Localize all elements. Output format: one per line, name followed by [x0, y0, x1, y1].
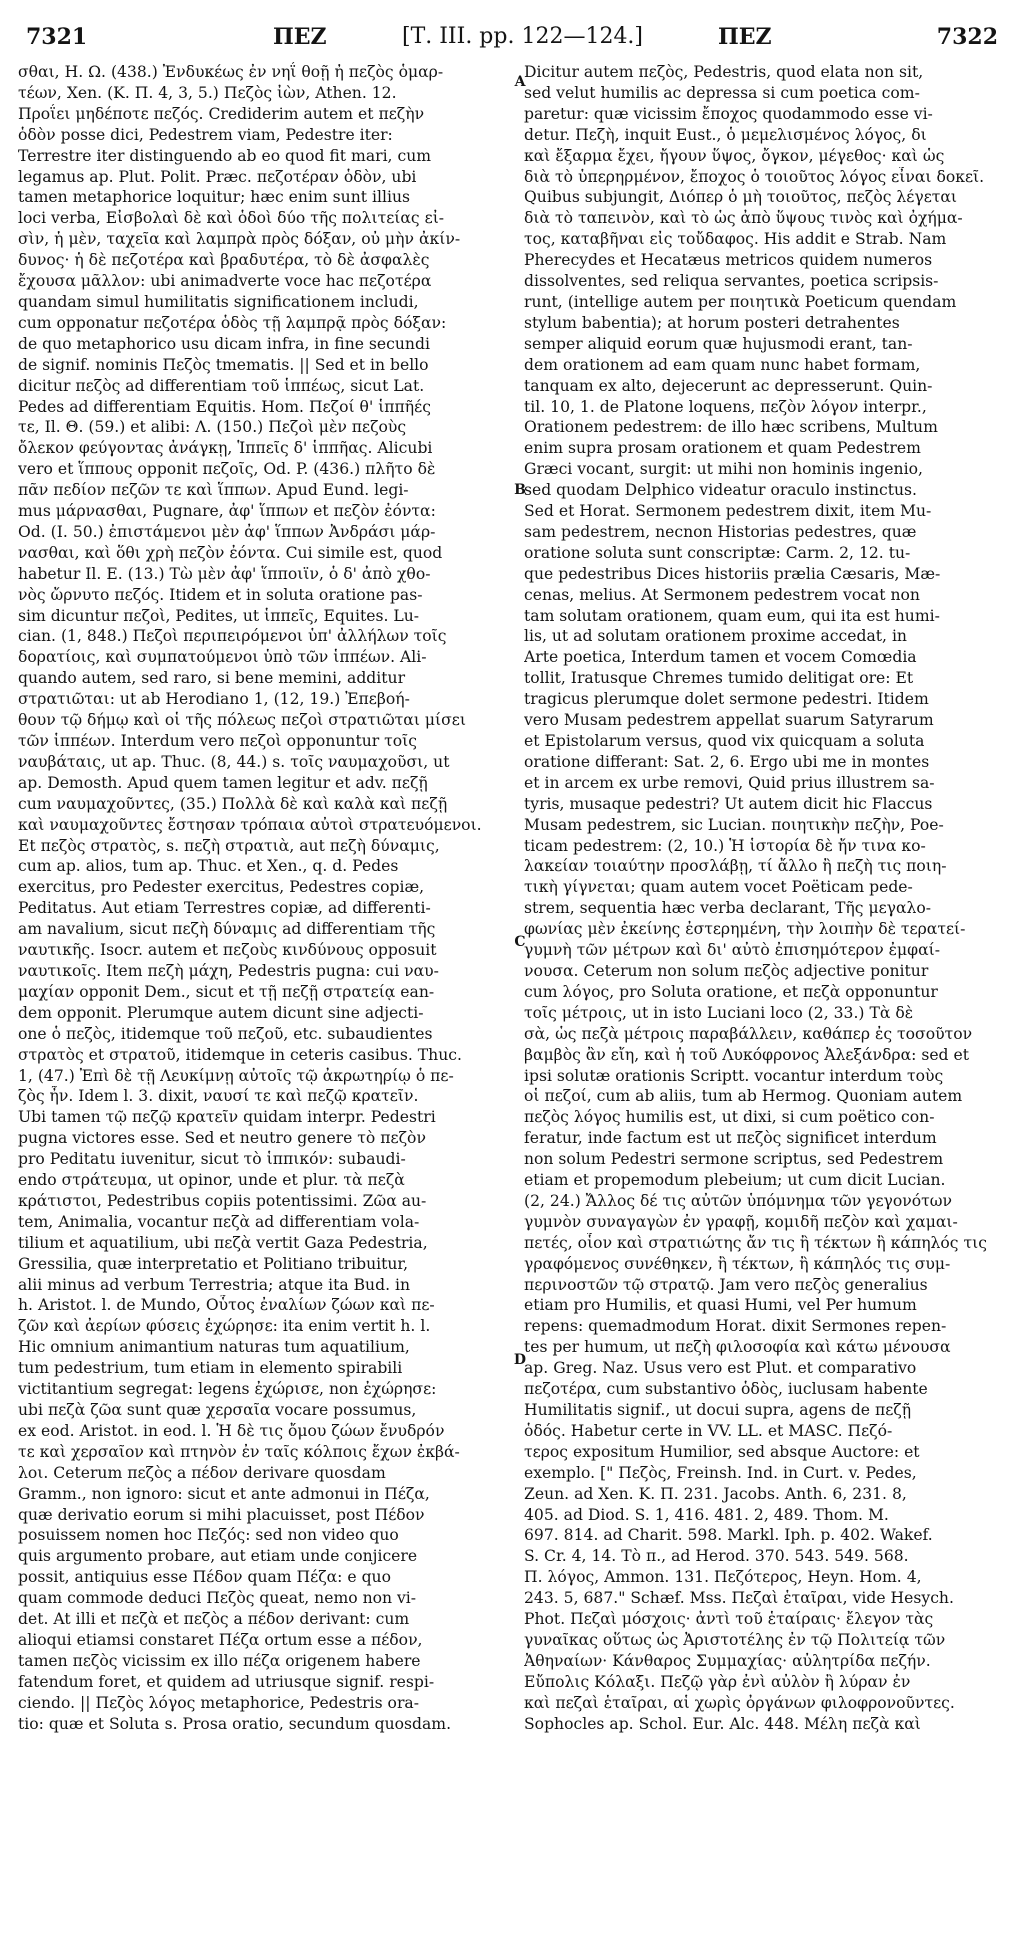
- text-line: et in arcem ex urbe removi, Quid prius illustrem sa-: [524, 773, 935, 792]
- text-line: καὶ ναυμαχοῦντες ἔστησαν τρόπαια αὐτοὶ στρατευόμενοι.: [18, 815, 482, 834]
- text-line: Pherecydes et Hecatæus metricos quidem numeros: [524, 251, 933, 270]
- text-line: loci verba, Εἰσβολαὶ δὲ καὶ ὁδοὶ δύο τῆς πολιτείας εἰ-: [18, 209, 445, 228]
- text-line: ciendo. || Πεζὸς λόγος metaphorice, Pedestris ora-: [18, 1693, 419, 1712]
- text-line: μαχίαν opponit Dem., sicut et τῇ πεζῇ στρατείᾳ ean-: [18, 982, 435, 1001]
- section-marker-a: A: [514, 74, 526, 90]
- text-line: cum opponatur πεζοτέρα ὁδὸς τῇ λαμπρᾷ πρὸς δόξαν:: [18, 313, 447, 332]
- text-line: cenas, melius. At Sermonem pedestrem vocat non: [524, 585, 920, 604]
- text-line: Sed et Horat. Sermonem pedestrem dixit, item Mu-: [524, 502, 932, 521]
- text-line: κράτιστοι, Pedestribus copiis potentissimi. Ζῶα au-: [18, 1191, 427, 1210]
- text-line: repens: quemadmodum Horat. dixit Sermones repen-: [524, 1317, 947, 1336]
- text-line: ὁδός. Habetur certe in VV. LL. et MASC. Πεζό-: [524, 1421, 893, 1440]
- text-line: Zeun. ad Xen. K. Π. 231. Jacobs. Anth. 6, 231. 8,: [524, 1484, 907, 1503]
- text-line: καὶ ἔξαρμα ἔχει, ἤγουν ὕψος, ὄγκον, μέγεθος· καὶ ὡς: [524, 146, 945, 165]
- text-line: mus μάρνασθαι, Pugnare, ἀφ' ἵππων et πεζὸν ἐόντα:: [18, 502, 436, 521]
- text-line: Peditatus. Aut etiam Terrestres copiæ, ad differenti-: [18, 899, 431, 918]
- text-line: γυμνὸν συναγαγὼν ἐν γραφῇ, κομιδῆ πεζὸν καὶ χαμαι-: [524, 1212, 958, 1231]
- text-line: τῶν ἱππέων. Interdum vero πεζοὶ opponuntur τοῖς: [18, 732, 418, 750]
- text-line: Ubi tamen τῷ πεζῷ κρατεῖν quidam interpr. Pedestri: [18, 1108, 436, 1127]
- text-line: sed velut humilis ac depressa si cum poetica com-: [524, 83, 920, 102]
- text-line: λακείαν τοιαύτην προσλάβῃ, τί ἄλλο ἢ πεζὴ τις ποιη-: [524, 857, 947, 876]
- text-line: ζὸς ἦν. Idem l. 3. dixit, ναυσί τε καὶ πεζῷ κρατεῖν.: [18, 1087, 419, 1106]
- text-line: Sophocles ap. Schol. Eur. Alc. 448. Μέλη πεζὰ καὶ: [524, 1714, 921, 1733]
- text-line: ticam pedestrem: (2, 10.) Ἡ ἱστορία δὲ ἤν τινα κο-: [524, 836, 926, 855]
- text-line: pugna victores esse. Sed et neutro genere τὸ πεζὸν: [18, 1129, 426, 1148]
- section-marker-c: C: [514, 934, 526, 950]
- text-line: posuissem nomen hoc Πεζός: sed non video quo: [18, 1526, 399, 1545]
- text-line: πετές, οἷον καὶ στρατιώτης ἄν τις ἢ τέκτων ἢ κάπηλός τις: [524, 1233, 987, 1252]
- running-head-right: ΠΕΖ: [718, 24, 772, 50]
- text-line: νὸς ὤρνυτο πεζός. Itidem et in soluta oratione pas-: [18, 585, 423, 604]
- text-line: que pedestribus Dices historiis prælia Cæsaris, Mæ-: [524, 564, 941, 583]
- text-line: ap. Greg. Naz. Usus vero est Plut. et comparativo: [524, 1359, 917, 1378]
- text-line: διὰ τὸ ὑπερηρμένον, ἔποχος ὁ τοιοῦτος λόγος εἶναι δοκεῖ.: [524, 167, 985, 186]
- text-line: oratione differant: Sat. 2, 6. Ergo ubi me in montes: [524, 752, 930, 771]
- text-line: στρατὸς et στρατοῦ, itidemque in ceteris casibus. Thuc.: [18, 1045, 462, 1064]
- text-line: ubi πεζὰ ζῶα sunt quæ χερσαῖα vocare possumus,: [18, 1401, 417, 1419]
- text-line: victitantium segregat: legens ἐχώρισε, non ἐχώρησε:: [18, 1380, 437, 1399]
- text-line: tio: quæ et Soluta s. Prosa oratio, secundum quosdam.: [18, 1714, 452, 1733]
- text-line: τικὴ γίγνεται; quam autem vocet Poëticam pede-: [524, 878, 913, 897]
- text-line: detur. Πεζὴ, inquit Eust., ὁ μεμελισμένος λόγος, δι: [524, 125, 927, 144]
- page-header: [18, 18, 1006, 56]
- text-line: lis, ut ad solutam orationem proxime accedat, in: [524, 627, 907, 646]
- text-line: Π. λόγος, Ammon. 131. Πεζότερος, Heyn. Hom. 4,: [524, 1568, 922, 1587]
- text-line: tem, Animalia, vocantur πεζὰ ad differentiam vola-: [18, 1212, 420, 1231]
- text-line: (2, 24.) Ἄλλος δέ τις αὐτῶν ὑπόμνημα τῶν γεγονότων: [524, 1191, 952, 1210]
- text-line: tam solutam orationem, quam eum, qui ita est humi-: [524, 606, 940, 625]
- text-line: cum ap. alios, tum ap. Thuc. et Xen., q. d. Pedes: [18, 857, 399, 876]
- text-line: σθαι, Η. Ω. (438.) Ἐνδυκέως ἐν νηΐ θοῇ ἠ πεζὸς ὁμαρ-: [18, 63, 444, 81]
- text-line: Phot. Πεζαὶ μόσχοις· ἀντὶ τοῦ ἑταίραις· ἔλεγον τὰς: [524, 1610, 934, 1629]
- text-line: γυμνὴ τῶν μέτρων καὶ δι' αὐτὸ ἐπισημότερον ἐμφαί-: [524, 941, 940, 960]
- text-line: exercitus, pro Pedester exercitus, Pedestres copiæ,: [18, 878, 425, 897]
- text-line: δυνος· ἡ δὲ πεζοτέρα καὶ βραδυτέρα, τὸ δὲ ἀσφαλὲς: [18, 251, 430, 270]
- text-line: ὁδὸν posse dici, Pedestrem viam, Pedestre iter:: [18, 125, 393, 144]
- text-line: διὰ τὸ ταπεινὸν, καὶ τὸ ὡς ἀπὸ ὕψους τινὸς καὶ ὀχήμα-: [524, 209, 963, 228]
- running-head-left: ΠΕΖ: [273, 24, 327, 50]
- text-line: enim supra prosam orationem et quam Pedestrem: [524, 439, 921, 458]
- text-line: τε, Il. Θ. (59.) et alibi: Λ. (150.) Πεζοὶ μὲν πεζοὺς: [18, 418, 407, 437]
- text-line: strem, sequentia hæc verba declarant, Τῆς μεγαλο-: [524, 899, 932, 918]
- text-line: 1, (47.) Ἐπὶ δὲ τῇ Λευκίμνῃ αὐτοῖς τῷ ἀκρωτηρίῳ ὁ πε-: [18, 1066, 454, 1085]
- text-line: et Epistolarum versus, quod vix quicquam a soluta: [524, 732, 925, 750]
- text-line: dem opponit. Plerumque autem dicunt sine adjecti-: [18, 1003, 424, 1022]
- text-line: etiam et propemodum plebeium; ut cum dicit Lucian.: [524, 1171, 946, 1190]
- text-line: runt, (intellige autem per ποιητικὰ Poeticum quendam: [524, 292, 957, 311]
- text-line: τοῖς μέτροις, ut in isto Luciani loco (2, 33.) Τὰ δὲ: [524, 1003, 914, 1022]
- section-marker-d: D: [513, 1352, 527, 1368]
- text-line: σὰ, ὡς πεζὰ μέτροις παραβάλλειν, καθάπερ ἐς τοσοῦτον: [524, 1024, 973, 1043]
- text-line: pro Peditatu iuvenitur, sicut τὸ ἱππικόν: subaudi-: [18, 1150, 406, 1169]
- text-line: ἔχουσα μᾶλλον: ubi animadverte voce hac πεζοτέρα: [18, 272, 432, 291]
- text-line: Quibus subjungit, Διόπερ ὁ μὴ τοιοῦτος, πεζὸς λέγεται: [524, 188, 958, 207]
- page-number-left: 7321: [26, 24, 88, 50]
- text-line: νουσα. Ceterum non solum πεζὸς adjective ponitur: [524, 961, 929, 980]
- text-line: quæ derivatio eorum si mihi placuisset, post Πέδον: [18, 1505, 425, 1524]
- text-line: Orationem pedestrem: de illo hæc scribens, Multum: [524, 418, 938, 437]
- text-line: non solum Pedestri sermone scriptus, sed Pedestrem: [524, 1150, 944, 1169]
- text-line: fatendum foret, et quidem ad utriusque signif. respi-: [18, 1672, 435, 1691]
- text-line: Pedes ad differentiam Equitis. Hom. Πεζοί θ' ἱππῆές: [18, 397, 431, 416]
- text-columns: [18, 62, 1006, 1735]
- text-line: ipsi solutæ orationis Scriptt. vocantur interdum τοὺς: [524, 1066, 944, 1085]
- text-line: quando autem, sed raro, si bene memini, additur: [18, 669, 406, 688]
- text-line: legamus ap. Plut. Polit. Præc. πεζοτέραν ὁδὸν, ubi: [18, 167, 417, 186]
- text-line: de signif. nominis Πεζὸς tmematis. || Sed et in bello: [18, 355, 429, 374]
- text-line: οἱ πεζοί, cum ab aliis, tum ab Hermog. Quoniam autem: [524, 1087, 963, 1106]
- text-line: τερος expositum Humilior, sed absque Auctore: et: [524, 1442, 920, 1461]
- text-line: Ἀθηναίων· Κάνθαρος Συμμαχίας· αὐλητρίδα πεζήν.: [524, 1651, 931, 1670]
- text-line: sam pedestrem, necnon Historias pedestres, quæ: [524, 522, 917, 541]
- text-line: τε καὶ χερσαῖον καὶ πτηνὸν ἐν ταῖς κόλποις ἔχων ἐκβά-: [18, 1442, 460, 1461]
- volume-reference: [Τ. III. pp. 122—124.]: [402, 24, 644, 49]
- text-line: paretur: quæ vicissim ἔποχος quodammodo esse vi-: [524, 104, 933, 123]
- text-line: h. Aristot. l. de Mundo, Οὗτος ἐναλίων ζώων καὶ πε-: [18, 1296, 435, 1315]
- text-line: S. Cr. 4, 14. Τὸ π., ad Herod. 370. 543. 549. 568.: [524, 1547, 909, 1566]
- text-line: φωνίας μὲν ἐκείνης ἐστερημένη, τὴν λοιπὴν δὲ τερατεί-: [524, 920, 966, 939]
- text-line: one ὁ πεζὸς, itidemque τοῦ πεζοῦ, etc. subaudientes: [18, 1024, 433, 1043]
- text-line: 697. 814. ad Charit. 598. Markl. Iph. p. 402. Wakef.: [524, 1526, 933, 1545]
- text-line: cum ναυμαχοῦντες, (35.) Πολλὰ δὲ καὶ καλὰ καὶ πεζῇ: [18, 794, 448, 813]
- text-line: sed quodam Delphico videatur oraculo instinctus.: [524, 481, 918, 500]
- text-line: Προΐει μηδέποτε πεζός. Crediderim autem et πεζὴν: [18, 104, 425, 123]
- text-line: Od. (I. 50.) ἐπιστάμενοι μὲν ἀφ' ἵππων Ἀνδράσι μάρ-: [18, 522, 436, 541]
- text-line: Musam pedestrem, sic Lucian. ποιητικὴν πεζὴν, Poe-: [524, 815, 944, 834]
- text-line: βαμβὸς ἂν εἴη, καὶ ἡ τοῦ Λυκόφρονος Ἀλεξάνδρα: sed et: [524, 1045, 969, 1064]
- text-line: tes per humum, ut πεζὴ φιλοσοφία καὶ κάτω μένουσα: [524, 1338, 951, 1357]
- text-line: θουν τῷ δήμῳ καὶ οἱ τῆς πόλεως πεζοὶ στρατιῶται μίσει: [18, 711, 466, 730]
- text-line: endo στράτευμα, ut opinor, unde et plur. τὰ πεζὰ: [18, 1171, 405, 1190]
- text-line: tum pedestrium, tum etiam in elemento spirabili: [18, 1359, 403, 1378]
- text-line: quandam simul humilitatis significationem includi,: [18, 292, 419, 311]
- text-line: possit, antiquius esse Πέδον quam Πέζα: e quo: [18, 1568, 391, 1587]
- text-line: σὶν, ἡ μὲν, ταχεῖα καὶ λαμπρὰ πρὸς δόξαν, οὐ μὴν ἀκίν-: [18, 230, 461, 249]
- text-line: tollit, Iratusque Chremes tumido delitigat ore: Et: [524, 669, 914, 688]
- text-line: ναυτικοῖς. Item πεζὴ μάχη, Pedestris pugna: cui ναυ-: [18, 961, 439, 980]
- text-line: στρατιῶται: ut ab Herodiano 1, (12, 19.) Ἐπεβοή-: [18, 690, 410, 709]
- text-line: νασθαι, καὶ ὅθι χρὴ πεζὸν ἐόντα. Cui simile est, quod: [18, 543, 443, 562]
- text-line: τος, καταβῆναι εἰς τοὔδαφος. His addit e Strab. Nam: [524, 230, 947, 249]
- text-line: ναυβάταις, ut ap. Thuc. (8, 44.) s. τοῖς ναυμαχοῦσι, ut: [18, 752, 450, 771]
- text-line: oratione soluta sunt conscriptæ: Carm. 2, 12. tu-: [524, 543, 911, 562]
- text-line: ap. Demosth. Apud quem tamen legitur et adv. πεζῇ: [18, 773, 428, 792]
- text-line: stylum babentia); at horum posteri detrahentes: [524, 313, 900, 332]
- text-line: cian. (1, 848.) Πεζοὶ περιπειρόμενοι ὑπ' ἀλλήλων τοῖς: [18, 627, 447, 646]
- text-line: ὄλεκον φεύγοντας ἀνάγκῃ, Ἱππεῖς δ' ἱππῆας. Alicubi: [18, 439, 433, 458]
- text-line: Humilitatis signif., ut docui supra, agens de πεζῇ: [524, 1401, 912, 1419]
- text-line: dem orationem ad eam quam nunc habet formam,: [524, 355, 921, 374]
- text-line: 405. ad Diod. S. 1, 416. 481. 2, 489. Thom. M.: [524, 1505, 889, 1524]
- text-line: τέων, Xen. (K. Π. 4, 3, 5.) Πεζὸς ἰὼν, Athen. 12.: [18, 83, 397, 102]
- text-line: δορατίοις, καὶ συμπατούμενοι ὑπὸ τῶν ἱππέων. Ali-: [18, 648, 427, 667]
- text-line: γραφόμενος συνέθηκεν, ἢ τέκτων, ἢ κάπηλός τις συμ-: [524, 1254, 951, 1273]
- text-line: καὶ πεζαὶ ἑταῖραι, αἱ χωρὶς ὀργάνων φιλοφρονοῦντες.: [524, 1693, 955, 1712]
- text-line: Græci vocant, surgit: ut mihi non hominis ingenio,: [524, 460, 923, 479]
- text-line: Gramm., non ignoro: sicut et ante admonui in Πέζα,: [18, 1484, 430, 1503]
- text-line: etiam pro Humilis, et quasi Humi, vel Per humum: [524, 1296, 917, 1315]
- text-line: ex eod. Aristot. in eod. l. Ἡ δὲ τις ὄμου ζώων ἔνυδρόν: [18, 1421, 445, 1440]
- text-line: semper aliquid eorum quæ hujusmodi erant, tan-: [524, 334, 913, 353]
- text-line: περινοστῶν τῷ στρατῷ. Jam vero πεζὸς generalius: [524, 1275, 928, 1294]
- text-line: πᾶν πεδίον πεζῶν τε καὶ ἵππων. Apud Eund. legi-: [18, 481, 409, 500]
- page-number-right: 7322: [936, 24, 998, 50]
- text-line: am navalium, sicut πεζὴ δύναμις ad differentiam τῆς: [18, 920, 436, 939]
- text-line: tanquam ex alto, dejecerunt ac depresserunt. Quin-: [524, 376, 933, 395]
- text-line: tragicus plerumque dolet sermone pedestri. Itidem: [524, 690, 929, 709]
- text-line: sim dicuntur πεζοὶ, Pedites, ut ἱππεῖς, Equites. Lu-: [18, 606, 420, 625]
- text-line: de quo metaphorico usu dicam infra, in fine secundi: [18, 334, 430, 353]
- text-line: det. At illi et πεζὰ et πεζὸς a πέδον derivant: cum: [18, 1610, 410, 1629]
- left-column: [18, 62, 500, 1735]
- text-line: Gressilia, quæ interpretatio et Politiano tribuitur,: [18, 1254, 409, 1273]
- text-line: Arte poetica, Interdum tamen et vocem Comœdia: [524, 648, 917, 667]
- text-line: Dicitur autem πεζὸς, Pedestris, quod elata non sit,: [524, 63, 924, 81]
- text-line: tilium et aquatilium, ubi πεζὰ vertit Gaza Pedestria,: [18, 1233, 428, 1252]
- text-line: dicitur πεζὸς ad differentiam τοῦ ἱππέως, sicut Lat.: [18, 376, 425, 395]
- text-line: λοι. Ceterum πεζὸς a πέδον derivare quosdam: [18, 1463, 386, 1482]
- text-line: 243. 5, 687." Schæf. Mss. Πεζαὶ ἑταῖραι, vide Hesych.: [524, 1589, 954, 1608]
- text-line: habetur Il. E. (13.) Τὼ μὲν ἀφ' ἵπποιϊν, ὁ δ' ἀπὸ χθο-: [18, 564, 431, 583]
- text-line: ζῶν καὶ ἀερίων φύσεις ἐχώρησε: ita enim vertit h. l.: [18, 1317, 431, 1336]
- text-line: tamen metaphorice loquitur; hæc enim sunt illius: [18, 188, 410, 207]
- text-line: Εὔπολις Κόλαξι. Πεζῷ γὰρ ἐνὶ αὐλὸν ἢ λύραν ἐν: [524, 1672, 911, 1691]
- text-line: ναυτικῆς. Isocr. autem et πεζοὺς κινδύνους opposuit: [18, 941, 437, 960]
- text-line: cum λόγος, pro Soluta oratione, et πεζὰ opponuntur: [524, 982, 938, 1001]
- text-line: feratur, inde factum est ut πεζὸς significet interdum: [524, 1129, 937, 1148]
- text-line: quam commode deduci Πεζὸς queat, nemo non vi-: [18, 1589, 417, 1608]
- text-line: quis argumento probare, aut etiam unde conjicere: [18, 1547, 418, 1566]
- right-column: [524, 62, 1006, 1735]
- text-line: vero et ἵππους opponit πεζοῖς, Od. P. (436.) πλῆτο δὲ: [18, 460, 436, 479]
- text-line: πεζοτέρα, cum substantivo ὁδὸς, iuclusam habente: [524, 1380, 928, 1399]
- text-line: πεζὸς λόγος humilis est, ut dixi, si cum poëtico con-: [524, 1108, 935, 1127]
- text-line: Hic omnium animantium naturas tum aquatilium,: [18, 1338, 410, 1357]
- text-line: γυναῖκας οὕτως ὡς Ἀριστοτέλης ἐν τῷ Πολιτείᾳ τῶν: [524, 1630, 946, 1649]
- text-line: Et πεζὸς στρατὸς, s. πεζὴ στρατιὰ, aut πεζὴ δύναμις,: [18, 836, 440, 855]
- text-line: til. 10, 1. de Platone loquens, πεζὸν λόγον interpr.,: [524, 397, 927, 416]
- text-line: tyris, musaque pedestri? Ut autem dicit hic Flaccus: [524, 794, 933, 813]
- text-line: tamen πεζὸς vicissim ex illo πέζα origenem habere: [18, 1651, 421, 1670]
- text-line: vero Musam pedestrem appellat suarum Satyrarum: [524, 711, 934, 730]
- text-line: dissolventes, sed reliqua servantes, poetica scripsis-: [524, 272, 939, 291]
- text-line: alioqui etiamsi constaret Πέζα ortum esse a πέδον,: [18, 1630, 423, 1649]
- section-marker-b: B: [514, 482, 526, 498]
- text-line: exemplo. [" Πεζὸς, Freinsh. Ind. in Curt. v. Pedes,: [524, 1463, 917, 1482]
- text-line: alii minus ad verbum Terrestria; atque ita Bud. in: [18, 1275, 411, 1294]
- text-line: Terrestre iter distinguendo ab eo quod fit mari, cum: [18, 146, 432, 165]
